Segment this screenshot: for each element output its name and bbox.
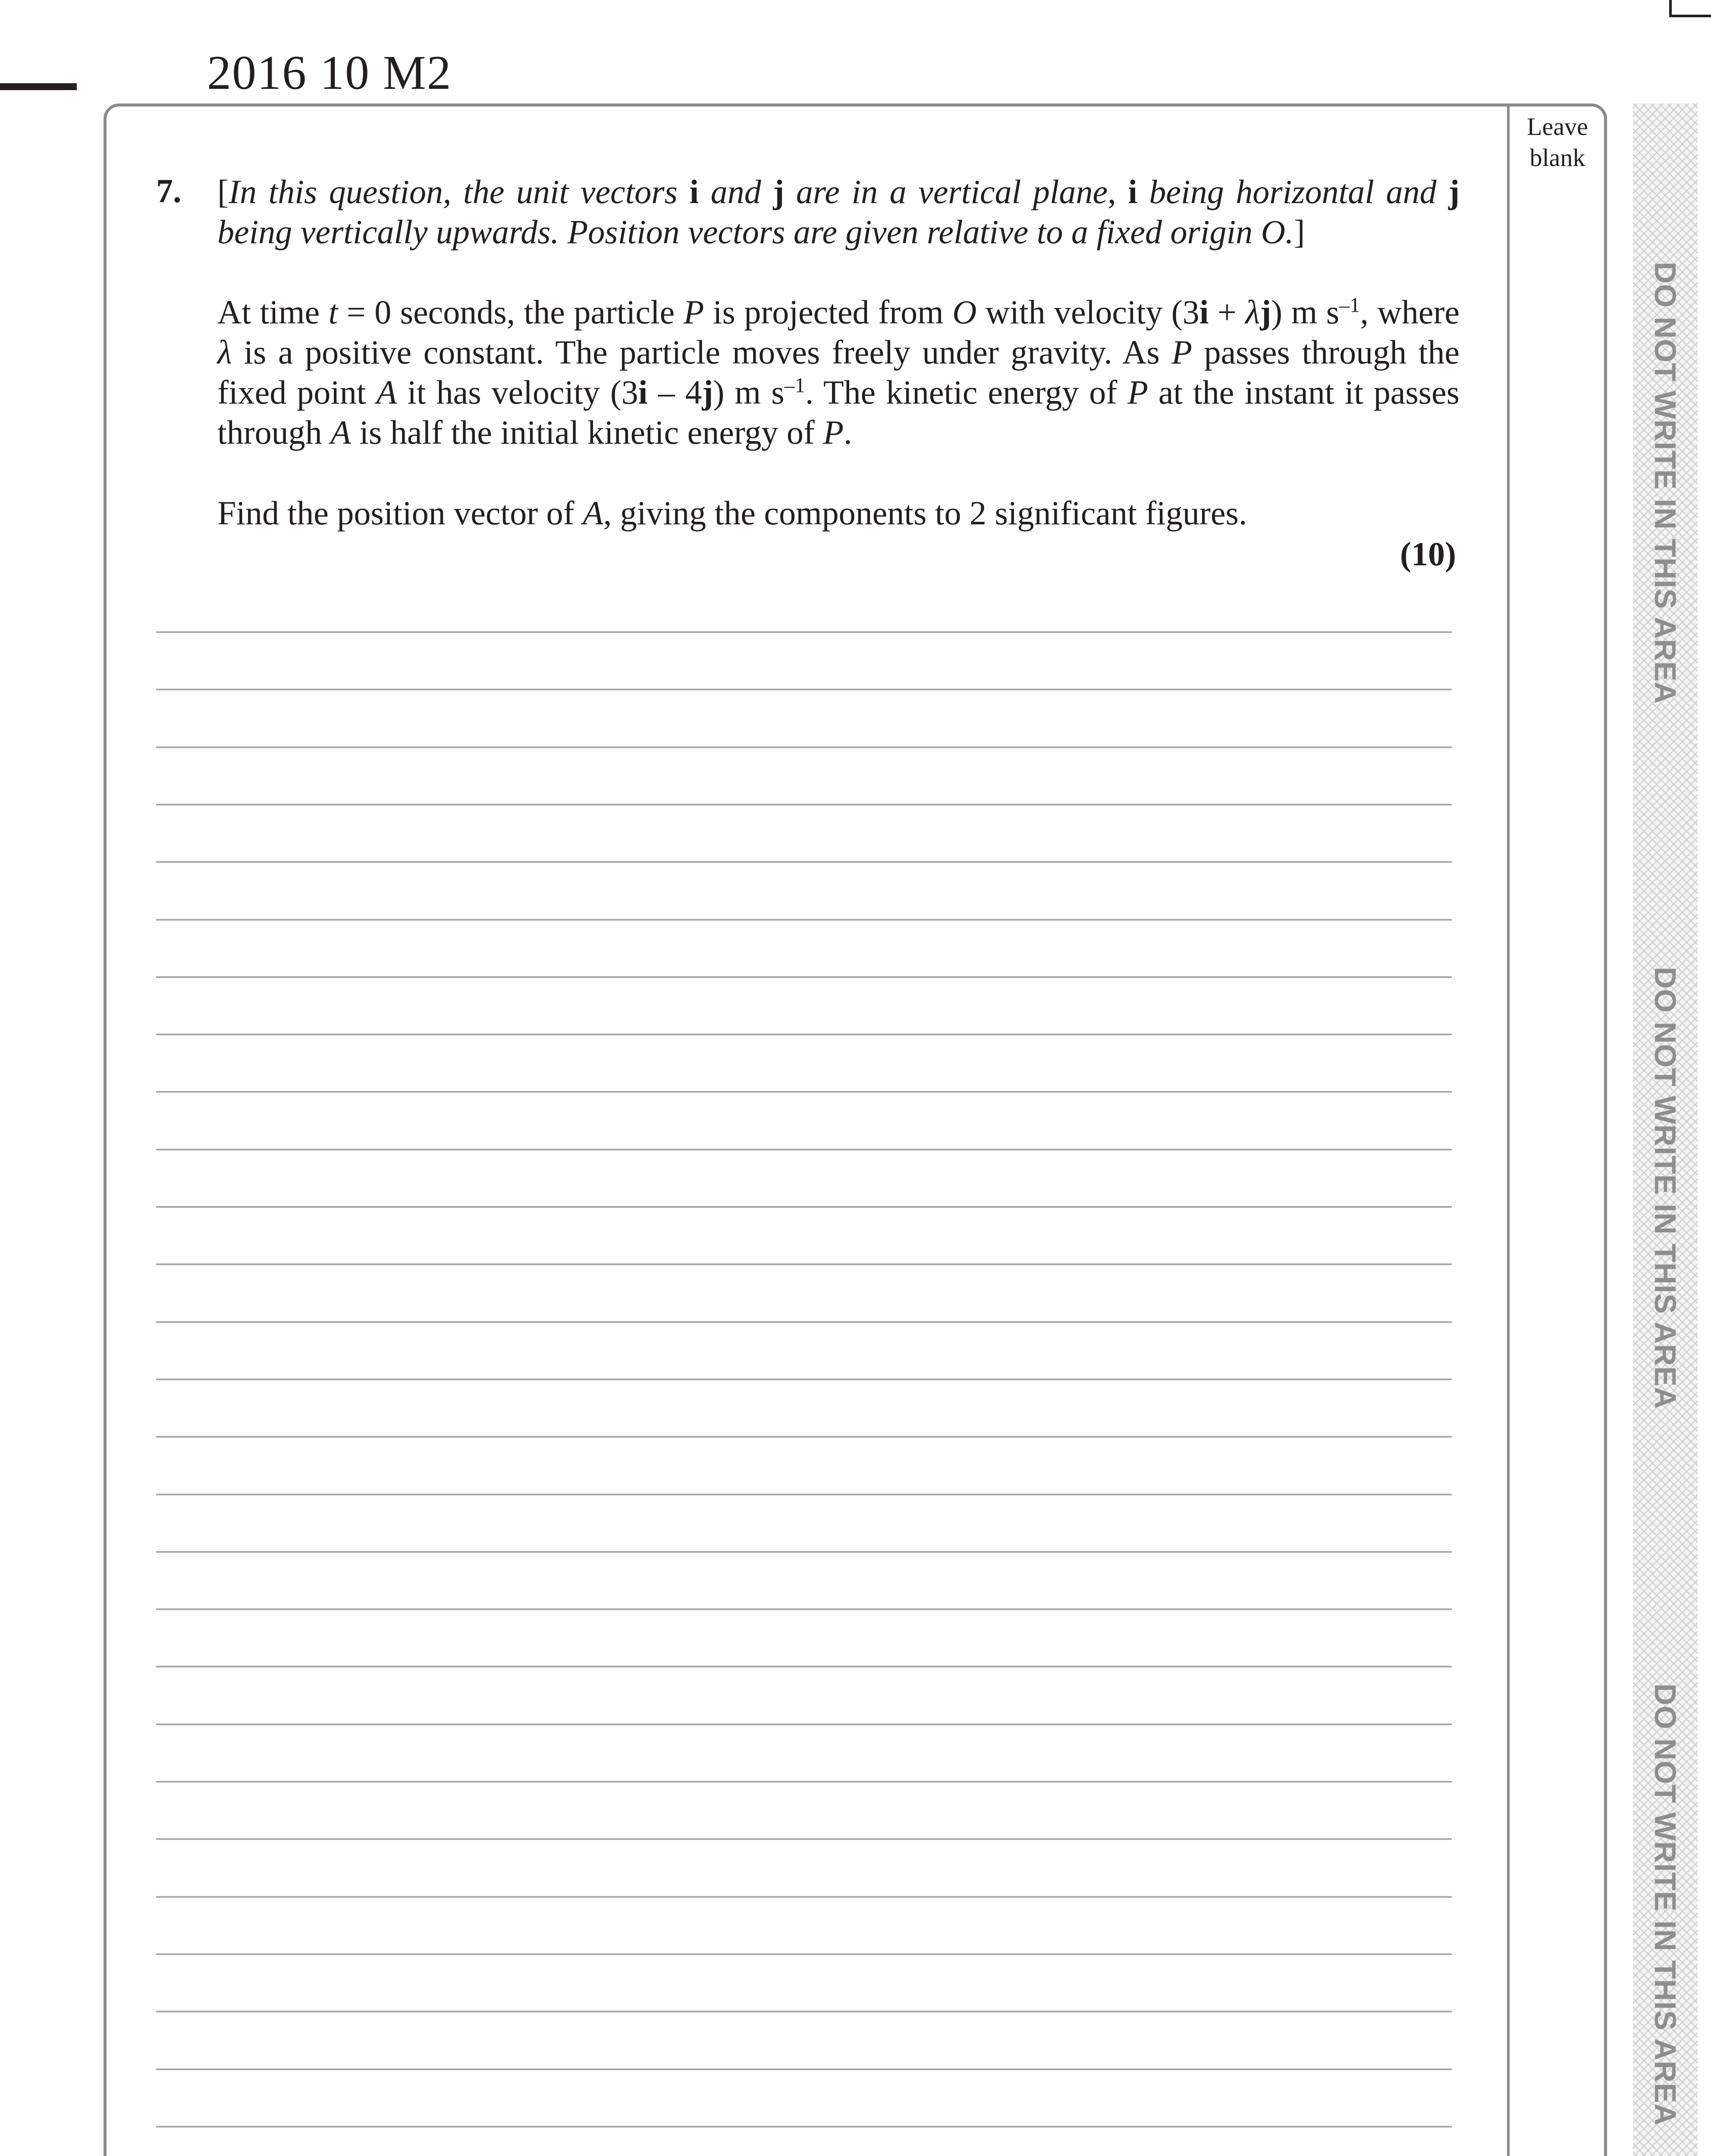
answer-line[interactable] [156,804,1452,805]
answer-line[interactable] [156,1149,1452,1150]
question-marks: (10) [1400,535,1456,573]
answer-line[interactable] [156,2068,1452,2070]
answer-line[interactable] [156,1263,1452,1265]
answer-line[interactable] [156,861,1452,863]
question-body: At time t = 0 seconds, the particle P is projected from O with velocity (3i + λj) m $s^{-1}$, where λ is a positive constant. The particle moves freely under gravity. As P passes through the fixed point A it has velocity (3i – 4j) m $s^{-1}$. The kinetic energy of P at the instant it passes through A is half the initial kinetic energy of P. [217,293,1460,451]
answer-line[interactable] [156,1953,1452,1955]
leave-blank-label: Leave blank [1527,113,1588,172]
answer-line[interactable] [156,2011,1452,2012]
answer-line[interactable] [156,1206,1452,1208]
question-note [217,172,1460,252]
paper-code: 2016 10 M2 [207,46,452,100]
answer-line[interactable] [156,1608,1452,1610]
answer-line[interactable] [156,631,1452,633]
registration-mark-top-left [0,83,77,90]
question-note-line-2: being vertically upwards. Position vectors are given relative to a fixed origin O.] [217,213,1305,251]
answer-line[interactable] [156,976,1452,978]
leave-blank-divider [1507,104,1510,2156]
answer-line[interactable] [156,1034,1452,1035]
answer-line[interactable] [156,746,1452,748]
answer-line[interactable] [156,1666,1452,1667]
answer-line[interactable] [156,1321,1452,1323]
answer-line[interactable] [156,1436,1452,1438]
registration-mark-top-right-h [1669,15,1711,17]
answer-line[interactable] [156,1091,1452,1093]
answer-line[interactable] [156,1838,1452,1840]
registration-mark-top-right [1669,0,1672,15]
answer-line[interactable] [156,1781,1452,1783]
question-task: Find the position vector of A, giving the components to 2 significant figures. [217,494,1247,532]
answer-line[interactable] [156,2126,1452,2128]
answer-line[interactable] [156,1724,1452,1725]
answer-line[interactable] [156,1551,1452,1553]
question-note-line-1: [In this question, the unit vectors i and j are in a vertical plane, i being horizontal and j [217,173,1460,210]
answer-line[interactable] [156,1379,1452,1380]
answer-line[interactable] [156,919,1452,921]
side-warning-2: DO NOT WRITE IN THIS AREA [1648,967,1682,1409]
question-number: 7. [156,172,182,210]
side-warning-3: DO NOT WRITE IN THIS AREA [1648,1683,1682,2126]
side-warning-1: DO NOT WRITE IN THIS AREA [1648,262,1682,704]
answer-line[interactable] [156,1494,1452,1495]
answer-line[interactable] [156,689,1452,690]
answer-line[interactable] [156,1896,1452,1898]
